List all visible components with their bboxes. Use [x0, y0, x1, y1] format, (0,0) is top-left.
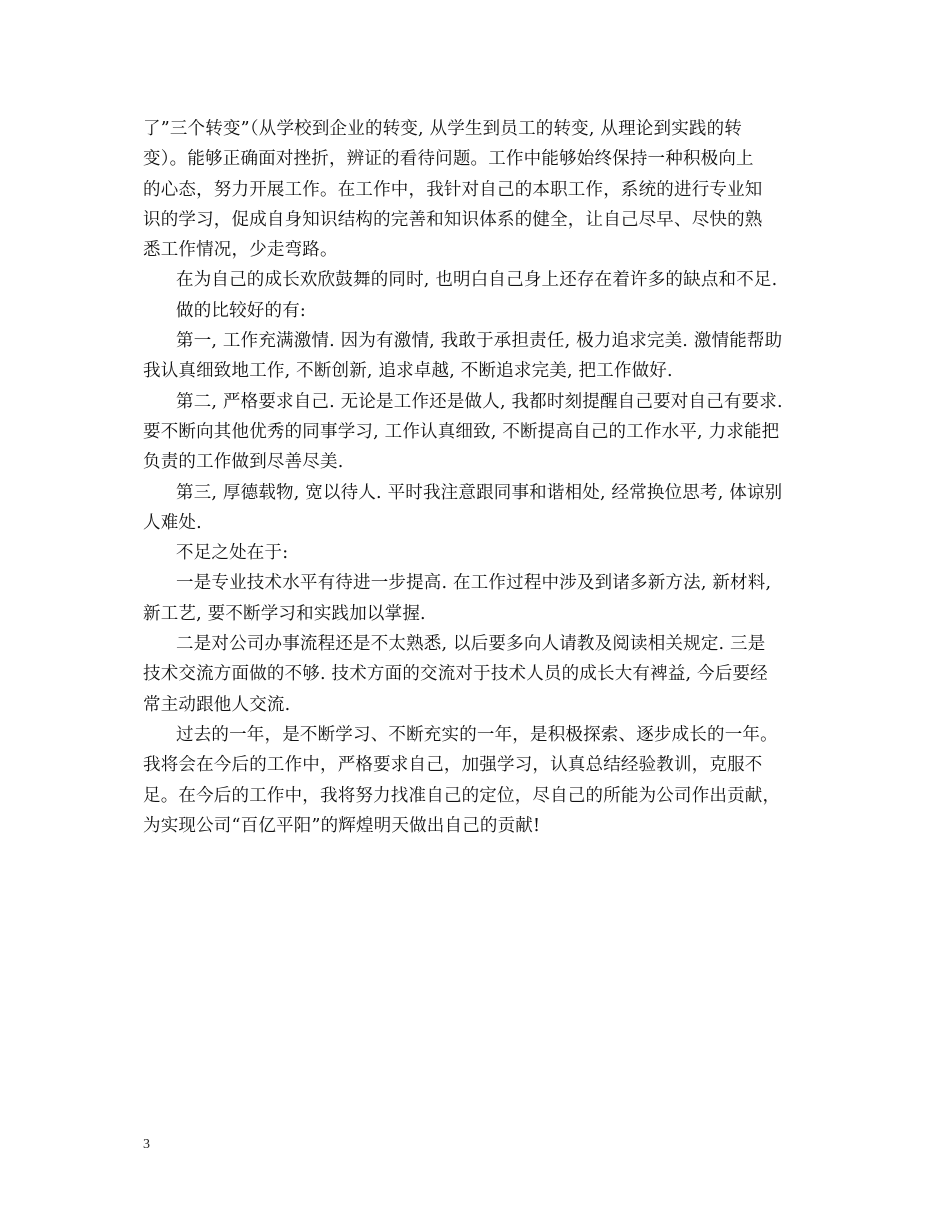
paragraph-line: 在为自己的成长欢欣鼓舞的同时, 也明白自己身上还存在着许多的缺点和不足.	[176, 270, 778, 291]
text-line: 技术交流方面做的不够. 技术方面的交流对于技术人员的成长大有裨益, 今后要经	[143, 664, 768, 685]
text-line: 常主动跟他人交流.	[143, 694, 291, 715]
paragraph-line: 第二, 严格要求自己. 无论是工作还是做人, 我都时刻提醒自己要对自己有要求.	[176, 391, 783, 412]
paragraph-line: 过去的一年，是不断学习、不断充实的一年，是积极探索、逐步成长的一年。	[176, 724, 778, 745]
text-line: 要不断向其他优秀的同事学习, 工作认真细致, 不断提高自己的工作水平, 力求能把	[143, 421, 780, 442]
paragraph-line: 第一, 工作充满激情. 因为有激情, 我敢于承担责任, 极力追求完美. 激情能帮助	[176, 331, 783, 352]
text-line: 我将会在今后的工作中，严格要求自己，加强学习，认真总结经验教训，克服不	[143, 755, 763, 776]
text-line: 我认真细致地工作, 不断创新, 追求卓越, 不断追求完美, 把工作做好.	[143, 361, 673, 382]
paragraph-line: 不足之处在于:	[176, 543, 289, 564]
paragraph-line: 第三, 厚德载物, 宽以待人. 平时我注意跟同事和谐相处, 经常换位思考, 体谅别	[176, 482, 783, 503]
text-line: 足。在今后的工作中，我将努力找准自己的定位，尽自己的所能为公司作出贡献，	[143, 785, 781, 806]
paragraph-line: 做的比较好的有:	[176, 300, 306, 321]
text-line: 新工艺, 要不断学习和实践加以掌握.	[143, 603, 426, 624]
page-number: 3	[143, 1137, 150, 1152]
text-line: 人难处.	[143, 512, 202, 533]
text-line: 悉工作情况，少走弯路。	[143, 240, 338, 261]
paragraph-line: 一是专业技术水平有待进一步提高. 在工作过程中涉及到诸多新方法, 新材料,	[176, 573, 772, 594]
text-line: 负责的工作做到尽善尽美.	[143, 452, 344, 473]
text-line: 变）。能够正确面对挫折，辨证的看待问题。工作中能够始终保持一种积极向上	[143, 149, 754, 170]
paragraph-line: 二是对公司办事流程还是不太熟悉, 以后要多向人请教及阅读相关规定. 三是	[176, 634, 766, 655]
text-line: 识的学习，促成自身知识结构的完善和知识体系的健全，让自己尽早、尽快的熟	[143, 209, 763, 230]
text-line: 了”三个转变”（从学校到企业的转变, 从学生到员工的转变, 从理论到实践的转	[143, 119, 742, 139]
text-line: 的心态，努力开展工作。在工作中，我针对自己的本职工作，系统的进行专业知	[143, 179, 763, 200]
body-text	[143, 114, 807, 841]
text-line: 为实现公司“百亿平阳”的辉煌明天做出自己的贡献!	[143, 815, 541, 836]
